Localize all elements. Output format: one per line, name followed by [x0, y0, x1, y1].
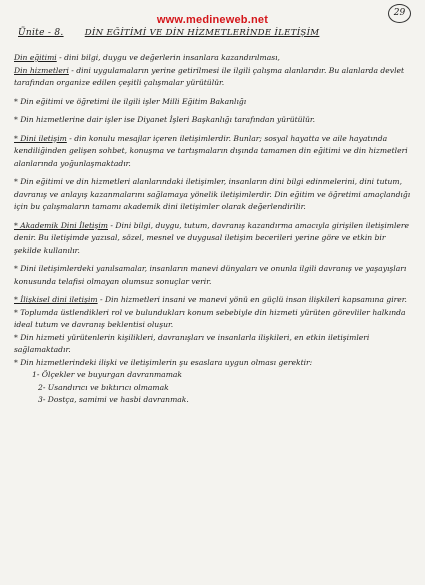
term-din-hizmetleri: Din hizmetleri: [14, 65, 69, 75]
paragraph-din-egitimi: [14, 52, 412, 65]
page-title: DİN EĞİTİMİ VE DİN HİZMETLERİNDE İLETİŞİM: [84, 28, 320, 38]
definition-akademik: - Dini bilgi, duygu, tutum, davranış kazandırma amacıyla girişilen iletişimlere denir. Bu iletişimde yazısal, sözel, mesnel ve duygusal iletişim becerileri yerine göre ve etkin bir şekilde kullanılır.: [14, 220, 410, 255]
paragraph-kisilik: * Din hizmeti yürütenlerin kişilikleri, davranışları ve insanlarla ilişkileri, en etkin iletişimleri sağlamaktadır.: [14, 332, 370, 354]
list-item: 1- Ölçekler ve buyurgan davranmamak: [32, 370, 183, 379]
notes-body: [14, 52, 412, 407]
term-din-egitimi: Din eğitimi: [14, 53, 57, 62]
paragraph-dini-iletisim: [14, 133, 412, 171]
paragraph-iliskisel: [14, 294, 412, 307]
definition-din-egitimi: - dini bilgi, duygu ve değerlerin insanlara kazandırılması,: [56, 53, 280, 62]
list-item: 3- Dostça, samimi ve hasbi davranmak.: [38, 395, 189, 404]
watermark: www.medineweb.net: [156, 14, 269, 26]
paragraph-toplum: * Toplumda üstlendikleri rol ve bulundukları konum sebebiyle din hizmeti yürüten görevliler halkında ideal tutum ve davranış beklentisi oluşur.: [14, 307, 406, 329]
term-akademik: * Akademik Dini İletişim: [14, 220, 109, 230]
page-number: 29: [388, 4, 411, 23]
paragraph-din-egitimi-iletisim: * Din eğitimi ve din hizmetleri alanlarındaki iletişimler, insanların dini bilgi edinmelerini, dini tutum, davranış ve anlayış kazanmalarını sağlamaya yönelik iletişimlerdir. Din eğitim ve öğretimi amaçlandığı için bu çalışmaların tamamı akademik dini iletişimler olarak değerlendirilir.: [14, 177, 411, 211]
term-iliskisel: * İlişkisel dini iletişim: [14, 295, 98, 304]
unit-label: Ünite - 8.: [18, 28, 64, 38]
list-item: 2- Usandırıcı ve bıktırıcı olmamak: [38, 382, 169, 392]
definition-din-hizmetleri: - dini uygulamaların yerine getirilmesi ile ilgili çalışma alanlarıdır. Bu alanlarda devlet tarafından organize edilen çeşitli çalışmalar yürütülür.: [14, 65, 405, 87]
paragraph-meb: * Din eğitimi ve öğretimi ile ilgili işler Milli Eğitim Bakanlığı: [14, 96, 247, 106]
paragraph-esaslar: * Din hizmetlerindeki ilişki ve iletişimlerin şu esaslara uygun olması gerektir:: [14, 357, 313, 367]
paragraph-diyanet: * Din hizmetlerine dair işler ise Diyanet İşleri Başkanlığı tarafından yürütülür.: [14, 115, 316, 124]
page-heading: [18, 28, 418, 38]
paragraph-yanilsamalar: * Dini iletişimlerdeki yanılsamalar, insanların manevi dünyaları ve onunla ilgili davranış ve yaşayışları konusunda telafisi olmayan olumsuz sonuçlar verir.: [14, 264, 407, 286]
term-dini-iletisim: * Dini iletişim: [14, 133, 67, 143]
definition-dini-iletisim: - din konulu mesajlar içeren iletişimlerdir. Bunlar; sosyal hayatta ve aile hayatında kendiliğinden gelişen sohbet, konuşma ve tartışmaların dışında tamamen din eğitimi ve din hizmetleri alanlarında yoğunlaşmaktadır.: [14, 133, 408, 168]
definition-iliskisel: - Din hizmetleri insani ve manevi yönü en güçlü insan ilişkileri kapsamına girer.: [97, 295, 407, 304]
paragraph-din-hizmetleri: [14, 65, 412, 90]
paragraph-akademik: [14, 220, 412, 258]
